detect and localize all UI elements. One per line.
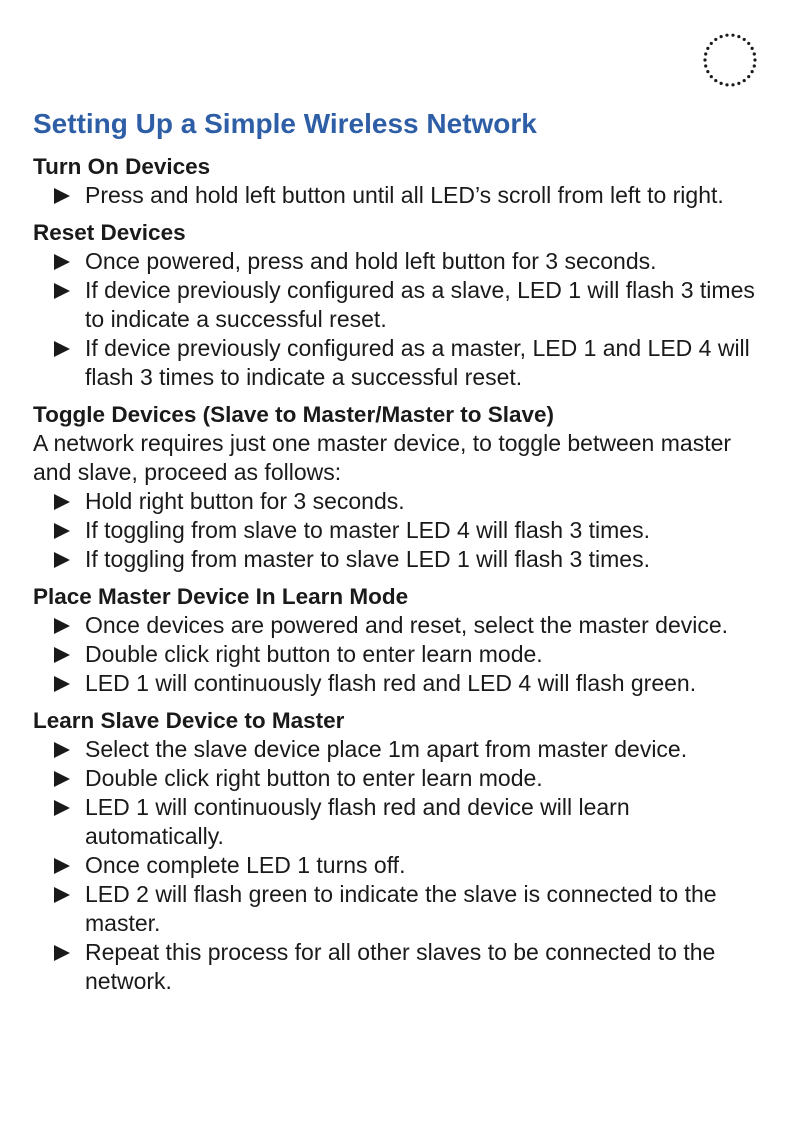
- list-item: If toggling from slave to master LED 4 will flash 3 times.: [33, 516, 763, 545]
- dot: [720, 82, 723, 85]
- page-title: Setting Up a Simple Wireless Network: [33, 108, 537, 139]
- list-item: Repeat this process for all other slaves to be connected to the network.: [33, 938, 763, 996]
- section-heading: Toggle Devices (Slave to Master/Master to Slave): [33, 402, 555, 427]
- dot: [714, 38, 717, 41]
- triangle-bullet-icon: [54, 647, 70, 663]
- dot: [704, 52, 707, 55]
- list-item: LED 1 will continuously flash red and device will learn automatically.: [33, 793, 763, 851]
- list-item: Double click right button to enter learn mode.: [33, 640, 763, 669]
- dotted-circle-icon: [700, 30, 760, 90]
- dot: [753, 58, 756, 61]
- triangle-bullet-icon: [54, 887, 70, 903]
- triangle-bullet-icon: [54, 676, 70, 692]
- dot: [710, 42, 713, 45]
- list-item: Once powered, press and hold left button for 3 seconds.: [33, 247, 763, 276]
- dot: [747, 75, 750, 78]
- dot: [714, 79, 717, 82]
- list-item: Select the slave device place 1m apart from master device.: [33, 735, 763, 764]
- dot: [747, 42, 750, 45]
- triangle-bullet-icon: [54, 254, 70, 270]
- section-toggle-devices: [33, 400, 763, 574]
- dot: [737, 82, 740, 85]
- section-heading: Turn On Devices: [33, 154, 211, 179]
- dot: [703, 58, 706, 61]
- list-item: Press and hold left button until all LED’s scroll from left to right.: [33, 181, 763, 210]
- triangle-bullet-icon: [54, 552, 70, 568]
- triangle-bullet-icon: [54, 618, 70, 634]
- dot: [751, 47, 754, 50]
- section-master-learn-mode: [33, 582, 763, 698]
- section-turn-on-devices: [33, 152, 763, 210]
- triangle-bullet-icon: [54, 523, 70, 539]
- dot: [706, 47, 709, 50]
- bullet-list: [33, 487, 763, 574]
- list-item: If toggling from master to slave LED 1 will flash 3 times.: [33, 545, 763, 574]
- section-learn-slave: [33, 706, 763, 996]
- list-item: LED 1 will continuously flash red and LED 4 will flash green.: [33, 669, 763, 698]
- dot: [751, 70, 754, 73]
- dot: [731, 83, 734, 86]
- triangle-bullet-icon: [54, 742, 70, 758]
- list-item: Hold right button for 3 seconds.: [33, 487, 763, 516]
- list-item: Double click right button to enter learn mode.: [33, 764, 763, 793]
- list-item: LED 2 will flash green to indicate the slave is connected to the master.: [33, 880, 763, 938]
- triangle-bullet-icon: [54, 771, 70, 787]
- dot: [743, 38, 746, 41]
- triangle-bullet-icon: [54, 858, 70, 874]
- dot: [725, 34, 728, 37]
- bullet-list: [33, 735, 763, 996]
- dot: [743, 79, 746, 82]
- dot: [710, 75, 713, 78]
- page-content: [33, 104, 763, 1004]
- section-heading: Place Master Device In Learn Mode: [33, 584, 409, 609]
- list-item: Once devices are powered and reset, select the master device.: [33, 611, 763, 640]
- list-item: If device previously configured as a master, LED 1 and LED 4 will flash 3 times to indicate a successful reset.: [33, 334, 763, 392]
- section-intro: A network requires just one master device, to toggle between master and slave, proceed as follows:: [33, 430, 732, 485]
- triangle-bullet-icon: [54, 283, 70, 299]
- triangle-bullet-icon: [54, 800, 70, 816]
- section-heading: Learn Slave Device to Master: [33, 708, 345, 733]
- list-item: If device previously configured as a slave, LED 1 will flash 3 times to indicate a successful reset.: [33, 276, 763, 334]
- dot: [753, 52, 756, 55]
- dot: [725, 83, 728, 86]
- triangle-bullet-icon: [54, 341, 70, 357]
- dot: [706, 70, 709, 73]
- dot: [720, 35, 723, 38]
- bullet-list: [33, 247, 763, 392]
- dot: [704, 64, 707, 67]
- triangle-bullet-icon: [54, 945, 70, 961]
- section-heading: Reset Devices: [33, 220, 186, 245]
- section-reset-devices: [33, 218, 763, 392]
- dot: [753, 64, 756, 67]
- dot: [737, 35, 740, 38]
- bullet-list: [33, 181, 763, 210]
- list-item: Once complete LED 1 turns off.: [33, 851, 763, 880]
- triangle-bullet-icon: [54, 494, 70, 510]
- dot: [731, 34, 734, 37]
- triangle-bullet-icon: [54, 188, 70, 204]
- bullet-list: [33, 611, 763, 698]
